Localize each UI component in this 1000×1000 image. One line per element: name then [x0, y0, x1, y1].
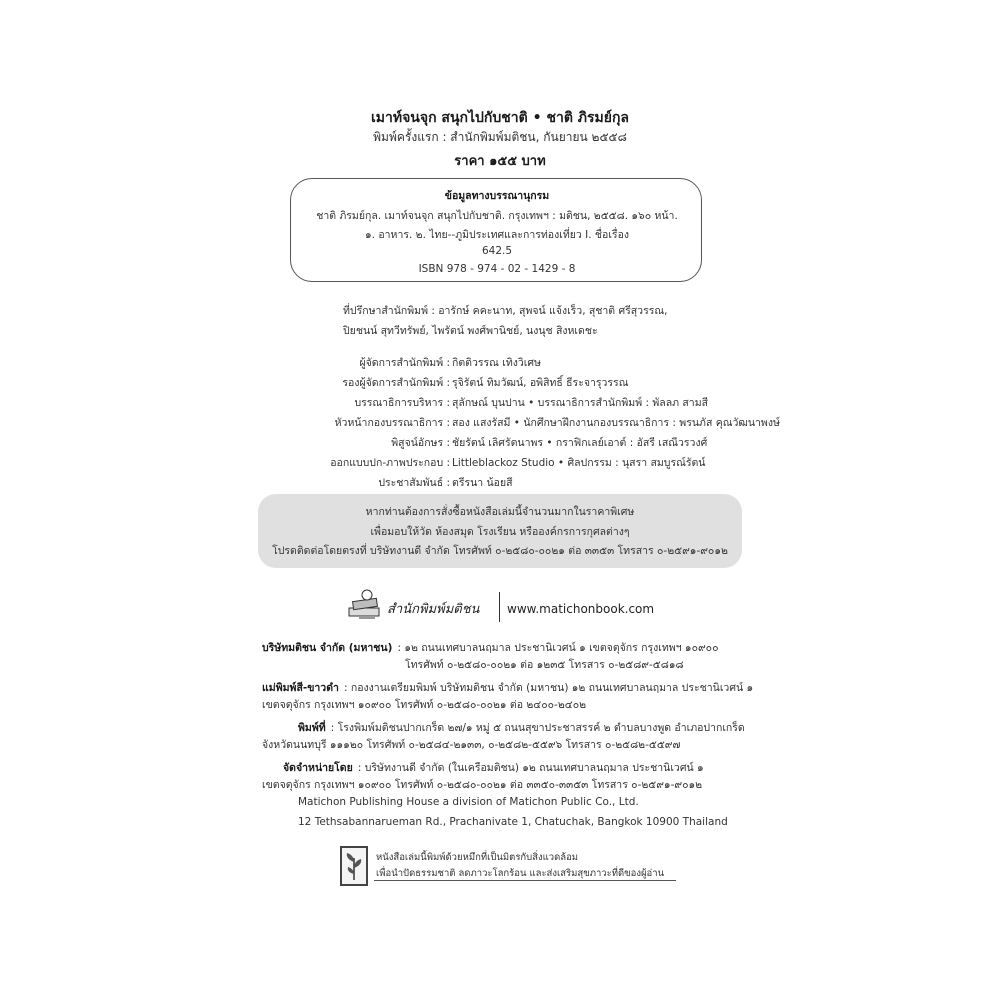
- credit-value: ชัยรัตน์ เลิศรัตนาพร • กราฟิกเลย์เอาต์ : อัสรี เสณีวรวงศ์: [452, 437, 708, 449]
- logo-text: สำนักพิมพ์มติชน: [387, 602, 480, 617]
- cataloging-box: [290, 178, 702, 282]
- printer-text-1: : โรงพิมพ์มติชนปากเกร็ด ๒๗/๑ หมู่ ๕ ถนนสุขาประชาสรรค์ ๒ ตำบลบางพูด อำเภอปากเกร็ด: [330, 722, 745, 734]
- credit-value: ตรีรนา น้อยสี: [452, 477, 513, 489]
- company-phone: โทรศัพท์ ๐-๒๕๘๐-๐๐๒๑ ต่อ ๑๒๓๕ โทรสาร ๐-๒๕๘๙-๕๘๑๘: [405, 659, 684, 671]
- credit-label: ประชาสัมพันธ์ :: [378, 477, 450, 489]
- publisher-logo: [345, 588, 495, 628]
- english-line-2: 12 Tethsabannarueman Rd., Prachanivate 1, Chatuchak, Bangkok 10900 Thailand: [298, 816, 728, 828]
- distributor-line: [283, 756, 704, 776]
- credit-value: Littleblackoz Studio • ศิลปกรรม : นุสรา สมบูรณ์รัตน์: [452, 457, 706, 469]
- bulk-order-notice: [258, 494, 742, 568]
- distributor-label: จัดจำหน่ายโดย: [283, 762, 353, 774]
- book-stack-icon: [345, 588, 385, 624]
- company-label: บริษัทมติชน จำกัด (มหาชน): [262, 642, 393, 654]
- credit-label: บรรณาธิการบริหาร :: [354, 397, 450, 409]
- printer-label: พิมพ์ที่: [298, 722, 326, 734]
- credit-label: ออกแบบปก-ภาพประกอบ :: [330, 457, 450, 469]
- english-line-1: Matichon Publishing House a division of Matichon Public Co., Ltd.: [298, 796, 639, 808]
- eco-book-icon: [340, 846, 368, 886]
- credit-value: สอง แสงรัสมี • นักศึกษาฝึกงานกองบรรณาธิการ : พรนภัส คุณวัฒนาพงษ์: [452, 417, 780, 429]
- advisors-line-1: ที่ปรึกษาสำนักพิมพ์ : อารักษ์ คคะนาท, สุพจน์ แจ้งเร็ว, สุชาติ ศรีสุวรรณ,: [343, 305, 668, 317]
- book-title: เมาท์จนจุก สนุกไปกับชาติ • ชาติ ภิรมย์กุล: [370, 110, 630, 126]
- plate-label: แม่พิมพ์สี-ขาวดำ: [262, 682, 339, 694]
- credit-label: รองผู้จัดการสำนักพิมพ์ :: [342, 377, 450, 389]
- printer-text-2: จังหวัดนนทบุรี ๑๑๑๒๐ โทรศัพท์ ๐-๒๕๘๔-๒๑๓๓, ๐-๒๕๘๒-๕๕๙๖ โทรสาร ๐-๒๕๘๒-๕๕๙๗: [262, 739, 681, 751]
- catalog-heading: ข้อมูลทางบรรณานุกรม: [444, 190, 550, 202]
- website-link[interactable]: www.matichonbook.com: [507, 602, 655, 616]
- publisher-line: [262, 636, 719, 656]
- advisors-line-2: ปิยชนน์ สุทวีทรัพย์, ไพรัตน์ พงศ์พานิชย์, นงนุช สิงหเดชะ: [343, 325, 598, 337]
- catalog-isbn: ISBN 978 - 974 - 02 - 1429 - 8: [418, 263, 576, 275]
- first-print-line: พิมพ์ครั้งแรก : สำนักพิมพ์มติชน, กันยายน ๒๕๕๘: [373, 130, 627, 144]
- catalog-class-number: 642.5: [481, 245, 513, 257]
- plate-text-2: เขตจตุจักร กรุงเทพฯ ๑๐๙๐๐ โทรศัพท์ ๐-๒๕๘๐-๐๐๒๑ ต่อ ๒๔๐๐-๒๔๐๒: [262, 699, 587, 711]
- credit-value: สุลักษณ์ บุนปาน • บรรณาธิการสำนักพิมพ์ : พัลลภ สามสี: [452, 397, 709, 409]
- catalog-line-2: ๑. อาหาร. ๒. ไทย--ภูมิประเทศและการท่องเที่ยว I. ชื่อเรื่อง: [364, 229, 630, 241]
- price-line: ราคา ๑๕๕ บาท: [454, 154, 546, 169]
- leaf-icon: [342, 848, 366, 884]
- credit-label: หัวหน้ากองบรรณาธิการ :: [334, 417, 450, 429]
- notice-line-1: หากท่านต้องการสั่งซื้อหนังสือเล่มนี้จำนวนมากในราคาพิเศษ: [365, 506, 635, 518]
- printer-line: [298, 716, 745, 736]
- credit-value: รุจิรัตน์ ทิมวัฒน์, อพิสิทธิ์ ธีระจารุวรรณ: [452, 377, 629, 389]
- plate-line: [262, 676, 753, 696]
- eco-line-2: เพื่อนำปัดธรรมชาติ ลดภาวะโลกร้อน และส่งเสริมสุขภาวะที่ดีของผู้อ่าน: [376, 868, 665, 879]
- plate-text-1: : กองงานเตรียมพิมพ์ บริษัทมติชน จำกัด (มหาชน) ๑๒ ถนนเทศบาลนฤมาล ประชานิเวศน์ ๑: [344, 682, 754, 694]
- credit-value: กิตติวรรณ เทิงวิเศษ: [452, 357, 541, 369]
- logo-divider: [499, 592, 500, 622]
- notice-line-3: โปรดติดต่อโดยตรงที่ บริษัทงานดี จำกัด โทรศัพท์ ๐-๒๕๘๐-๐๐๒๑ ต่อ ๓๓๕๓ โทรสาร ๐-๒๕๙๑-๙๐๑๒: [272, 545, 728, 557]
- credit-label: พิสูจน์อักษร :: [391, 437, 450, 449]
- distributor-text-2: เขตจตุจักร กรุงเทพฯ ๑๐๙๐๐ โทรศัพท์ ๐-๒๕๘๐-๐๐๒๑ ต่อ ๓๓๕๐-๓๓๕๓ โทรสาร ๐-๒๕๙๑-๙๐๑๒: [262, 779, 703, 791]
- company-address: : ๑๒ ถนนเทศบาลนฤมาล ประชานิเวศน์ ๑ เขตจตุจักร กรุงเทพฯ ๑๐๙๐๐: [397, 642, 719, 654]
- eco-line-1: หนังสือเล่มนี้พิมพ์ด้วยหมึกที่เป็นมิตรกับสิ่งแวดล้อม: [376, 852, 579, 863]
- credit-label: ผู้จัดการสำนักพิมพ์ :: [359, 357, 450, 369]
- eco-underline: [374, 880, 676, 881]
- catalog-line-1: ชาติ ภิรมย์กุล. เมาท์จนจุก สนุกไปกับชาติ. กรุงเทพฯ : มติชน, ๒๕๕๘. ๑๖๐ หน้า.: [316, 210, 678, 222]
- notice-line-2: เพื่อมอบให้วัด ห้องสมุด โรงเรียน หรือองค์กรการกุศลต่างๆ: [370, 526, 630, 538]
- distributor-text-1: : บริษัทงานดี จำกัด (ในเครือมติชน) ๑๒ ถนนเทศบาลนฤมาล ประชานิเวศน์ ๑: [357, 762, 704, 774]
